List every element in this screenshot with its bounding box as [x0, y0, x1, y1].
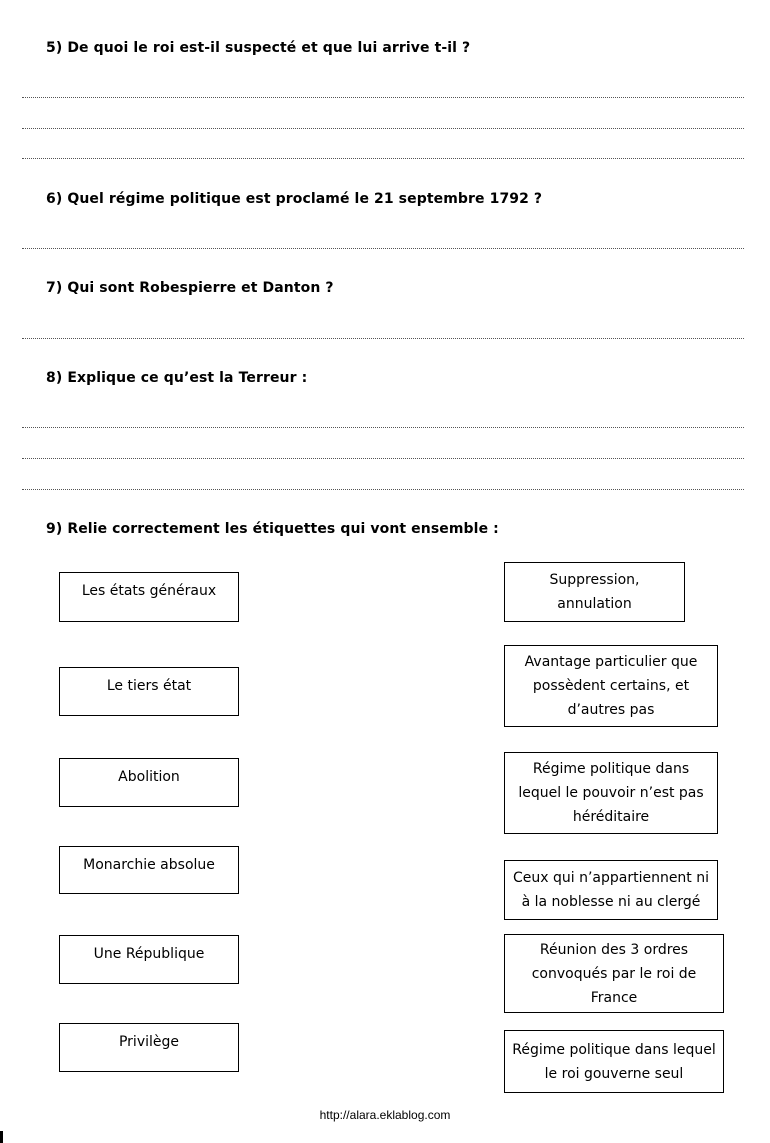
- right-label-text: Suppression, annulation: [549, 572, 640, 612]
- left-label-text: Les états généraux: [81, 583, 217, 599]
- right-label-box-6[interactable]: [504, 1030, 724, 1093]
- corner-mark: [0, 1131, 3, 1143]
- right-label-box-2[interactable]: [504, 645, 718, 727]
- answer-line-8a[interactable]: [22, 427, 744, 428]
- left-label-text: Une République: [93, 946, 205, 962]
- left-label-box-1[interactable]: [59, 572, 239, 622]
- question-7: 7) Qui sont Robespierre et Danton ?: [46, 280, 334, 296]
- right-label-box-1[interactable]: [504, 562, 685, 622]
- right-label-text: Régime politique dans lequel le roi gouverne seul: [512, 1041, 716, 1082]
- right-label-text: Réunion des 3 ordres convoqués par le roi de France: [531, 941, 697, 1006]
- right-label-box-3[interactable]: [504, 752, 718, 834]
- left-label-text: Privilège: [118, 1034, 180, 1050]
- left-label-text: Abolition: [118, 769, 180, 785]
- question-6: 6) Quel régime politique est proclamé le 21 septembre 1792 ?: [46, 191, 543, 207]
- left-label-box-6[interactable]: [59, 1023, 239, 1072]
- left-label-text: Le tiers état: [106, 678, 192, 694]
- right-label-box-5[interactable]: [504, 934, 724, 1013]
- answer-line-7[interactable]: [22, 338, 744, 339]
- left-label-box-5[interactable]: [59, 935, 239, 984]
- right-label-text: Ceux qui n’appartiennent ni à la noblesse ni au clergé: [512, 870, 710, 910]
- answer-line-5b[interactable]: [22, 128, 744, 129]
- question-8: 8) Explique ce qu’est la Terreur :: [46, 370, 308, 386]
- answer-line-5c[interactable]: [22, 158, 744, 159]
- answer-line-8b[interactable]: [22, 458, 744, 459]
- answer-line-8c[interactable]: [22, 489, 744, 490]
- answer-line-6[interactable]: [22, 248, 744, 249]
- left-label-box-4[interactable]: [59, 846, 239, 894]
- left-label-box-3[interactable]: [59, 758, 239, 807]
- answer-line-5a[interactable]: [22, 97, 744, 98]
- left-label-box-2[interactable]: [59, 667, 239, 716]
- left-label-text: Monarchie absolue: [83, 857, 215, 873]
- question-5: 5) De quoi le roi est-il suspecté et que lui arrive t-il ?: [46, 40, 471, 56]
- right-label-text: Avantage particulier que possèdent certains, et d’autres pas: [524, 654, 698, 718]
- right-label-box-4[interactable]: [504, 860, 718, 920]
- right-label-text: Régime politique dans lequel le pouvoir n’est pas héréditaire: [518, 761, 704, 825]
- question-9: 9) Relie correctement les étiquettes qui vont ensemble :: [46, 521, 499, 537]
- footer-url[interactable]: http://alara.eklablog.com: [319, 1108, 451, 1122]
